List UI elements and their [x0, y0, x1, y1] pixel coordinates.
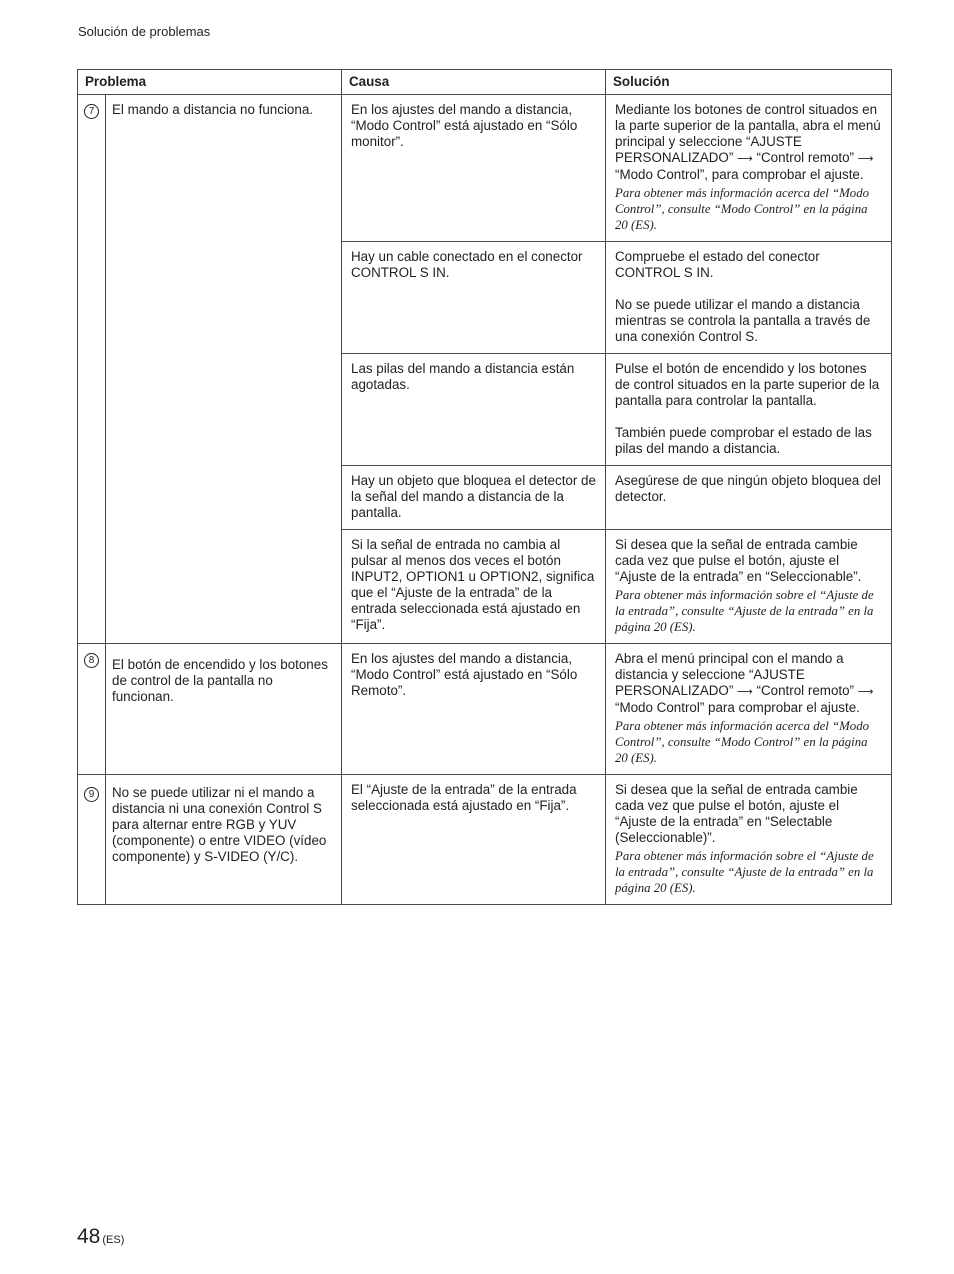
circled-number-8: 8 — [84, 653, 99, 668]
table-row — [78, 644, 892, 775]
solution-text: Pulse el botón de encendido y los botones de control situados en la parte superior de la pantalla para controlar la pantalla. — [615, 361, 880, 408]
cause-cell: En los ajustes del mando a distancia, “Modo Control” está ajustado en “Sólo monitor”. — [342, 95, 606, 242]
solution-text: Mediante los botones de control situados en la parte superior de la pantalla, abra el menú principal y seleccione “AJUSTE PERSONALIZADO” ⟶ “Control remoto” ⟶ “Modo Control”, para comprobar el ajuste. — [615, 102, 881, 182]
table-row — [78, 95, 892, 242]
arrow-icon: ⟶ — [857, 685, 874, 698]
arrow-icon: ⟶ — [857, 152, 874, 165]
problem-number-cell — [78, 95, 106, 644]
circled-number-9: 9 — [84, 787, 99, 802]
problem-7-text: El mando a distancia no funciona. — [106, 95, 342, 644]
solution-cell — [606, 775, 892, 905]
solution-text: Si desea que la señal de entrada cambie cada vez que pulse el botón, ajuste el “Ajuste de la entrada” en “Selectable (Seleccionable)”. — [615, 782, 858, 845]
solution-cell — [606, 644, 892, 775]
solution-text: Si desea que la señal de entrada cambie cada vez que pulse el botón, ajuste el “Ajuste de la entrada” en “Seleccionable”. — [615, 537, 862, 584]
cause-cell: El “Ajuste de la entrada” de la entrada seleccionada está ajustado en “Fija”. — [342, 775, 606, 905]
solution-text: Compruebe el estado del conector CONTROL S IN. — [615, 249, 820, 280]
page-number: 48 — [77, 1225, 101, 1248]
solution-cell — [606, 354, 892, 466]
reference-note: Para obtener más información sobre el “Ajuste de la entrada”, consulte “Ajuste de la entrada” en la página 20 (ES). — [615, 588, 874, 634]
cause-cell: En los ajustes del mando a distancia, “Modo Control” está ajustado en “Sólo Remoto”. — [342, 644, 606, 775]
solution-text: No se puede utilizar el mando a distancia mientras se controla la pantalla a través de una conexión Control S. — [615, 297, 871, 344]
header-problem: Problema — [78, 70, 342, 95]
reference-note: Para obtener más información acerca del “Modo Control”, consulte “Modo Control” en la página 20 (ES). — [615, 186, 870, 232]
page-footer — [77, 1225, 124, 1249]
header-solution: Solución — [606, 70, 892, 95]
table-header-row — [78, 70, 892, 95]
problem-number-cell — [78, 775, 106, 905]
solution-text: Abra el menú principal con el mando a distancia y seleccione “AJUSTE PERSONALIZADO” ⟶ “Control remoto” ⟶ “Modo Control” para comprobar el ajuste. — [615, 651, 874, 715]
cause-cell: Hay un objeto que bloquea el detector de la señal del mando a distancia de la pantalla. — [342, 466, 606, 530]
circled-number-7: 7 — [84, 104, 99, 119]
arrow-icon: ⟶ — [737, 685, 753, 698]
problem-9-text: No se puede utilizar ni el mando a distancia ni una conexión Control S para alternar entre RGB y YUV (componente) o entre VIDEO (vídeo componente) y S-VIDEO (Y/C). — [106, 775, 342, 905]
page-language-suffix: (ES) — [102, 1234, 125, 1246]
solution-cell — [606, 530, 892, 644]
cause-cell: Si la señal de entrada no cambia al pulsar al menos dos veces el botón INPUT2, OPTION1 u OPTION2, significa que el “Ajuste de la entrada” de la entrada seleccionada está ajustado en “Fija”. — [342, 530, 606, 644]
header-cause: Causa — [342, 70, 606, 95]
solution-cell — [606, 242, 892, 354]
troubleshooting-table — [77, 69, 892, 905]
reference-note: Para obtener más información acerca del “Modo Control”, consulte “Modo Control” en la página 20 (ES). — [615, 719, 870, 765]
arrow-icon: ⟶ — [737, 152, 753, 165]
solution-cell — [606, 95, 892, 242]
table-row — [78, 775, 892, 905]
problem-8-text: El botón de encendido y los botones de control de la pantalla no funcionan. — [106, 644, 342, 775]
cause-cell: Las pilas del mando a distancia están agotadas. — [342, 354, 606, 466]
problem-number-cell — [78, 644, 106, 775]
solution-text: También puede comprobar el estado de las pilas del mando a distancia. — [615, 425, 872, 456]
solution-cell: Asegúrese de que ningún objeto bloquea del detector. — [606, 466, 892, 530]
cause-cell: Hay un cable conectado en el conector CONTROL S IN. — [342, 242, 606, 354]
reference-note: Para obtener más información sobre el “Ajuste de la entrada”, consulte “Ajuste de la entrada” en la página 20 (ES). — [615, 849, 874, 895]
running-head: Solución de problemas — [78, 24, 211, 39]
